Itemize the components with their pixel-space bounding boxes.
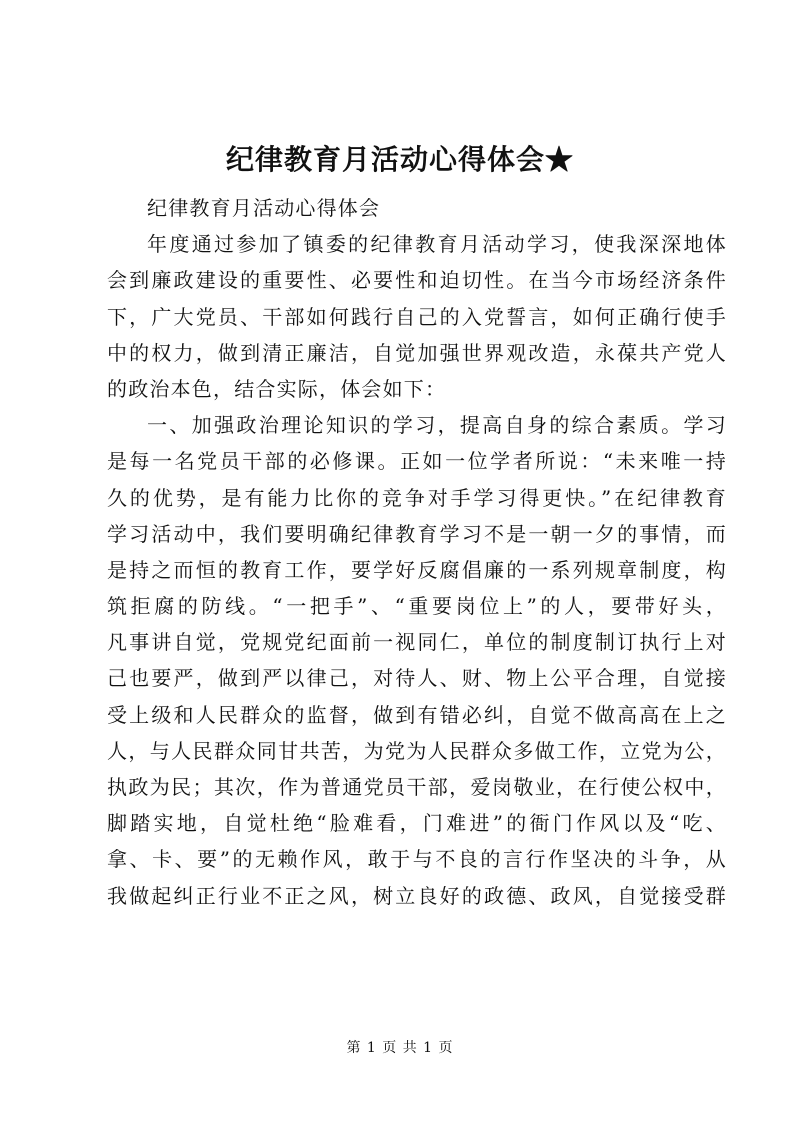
body-line: 是每一名党员干部的必修课。正如一位学者所说：“未来唯一持: [107, 449, 727, 474]
body-line: 纪律教育月活动心得体会: [147, 196, 381, 220]
body-line: 人，与人民群众同甘共苦，为党为人民群众多做工作，立党为公，: [107, 738, 727, 763]
body-line: 执政为民；其次，作为普通党员干部，爱岗敬业，在行使公权中，: [107, 775, 727, 799]
body-line: 拿、卡、要”的无赖作风，敢于与不良的言行作坚决的斗争，从: [107, 847, 727, 872]
body-line: 的政治本色，结合实际，体会如下：: [107, 376, 447, 401]
document-title: 纪律教育月活动心得体会★: [225, 143, 574, 176]
body-line: 受上级和人民群众的监督，做到有错必纠，自觉不做高高在上之: [107, 702, 727, 727]
body-line: 己也要严，做到严以律己，对待人、财、物上公平合理，自觉接: [107, 666, 727, 691]
body-line: 凡事讲自觉，党规党纪面前一视同仁，单位的制度制订执行上对: [107, 630, 727, 655]
document-body: [107, 190, 727, 914]
body-line: 中的权力，做到清正廉洁，自觉加强世界观改造，永葆共产党人: [107, 340, 727, 365]
body-line: 一、加强政治理论知识的学习，提高自身的综合素质。学习: [147, 413, 727, 438]
body-line: 学习活动中，我们要明确纪律教育学习不是一朝一夕的事情，而: [107, 521, 727, 546]
body-line: 我做起纠正行业不正之风，树立良好的政德、政风，自觉接受群: [107, 883, 727, 908]
page-footer: 第 1 页 共 1 页: [346, 1040, 454, 1056]
body-line: 久的优势，是有能力比你的竞争对手学习得更快。”在纪律教育: [107, 485, 727, 510]
body-line: 会到廉政建设的重要性、必要性和迫切性。在当今市场经济条件: [107, 268, 727, 293]
body-line: 筑拒腐的防线。“一把手”、“重要岗位上”的人，要带好头，: [107, 594, 727, 619]
body-line: 年度通过参加了镇委的纪律教育月活动学习，使我深深地体: [147, 232, 727, 257]
body-line: 是持之而恒的教育工作，要学好反腐倡廉的一系列规章制度，构: [107, 557, 727, 582]
body-line: 下，广大党员、干部如何践行自己的入党誓言，如何正确行使手: [107, 304, 727, 329]
body-line: 脚踏实地，自觉杜绝“脸难看，门难进”的衙门作风以及“吃、: [107, 811, 727, 836]
